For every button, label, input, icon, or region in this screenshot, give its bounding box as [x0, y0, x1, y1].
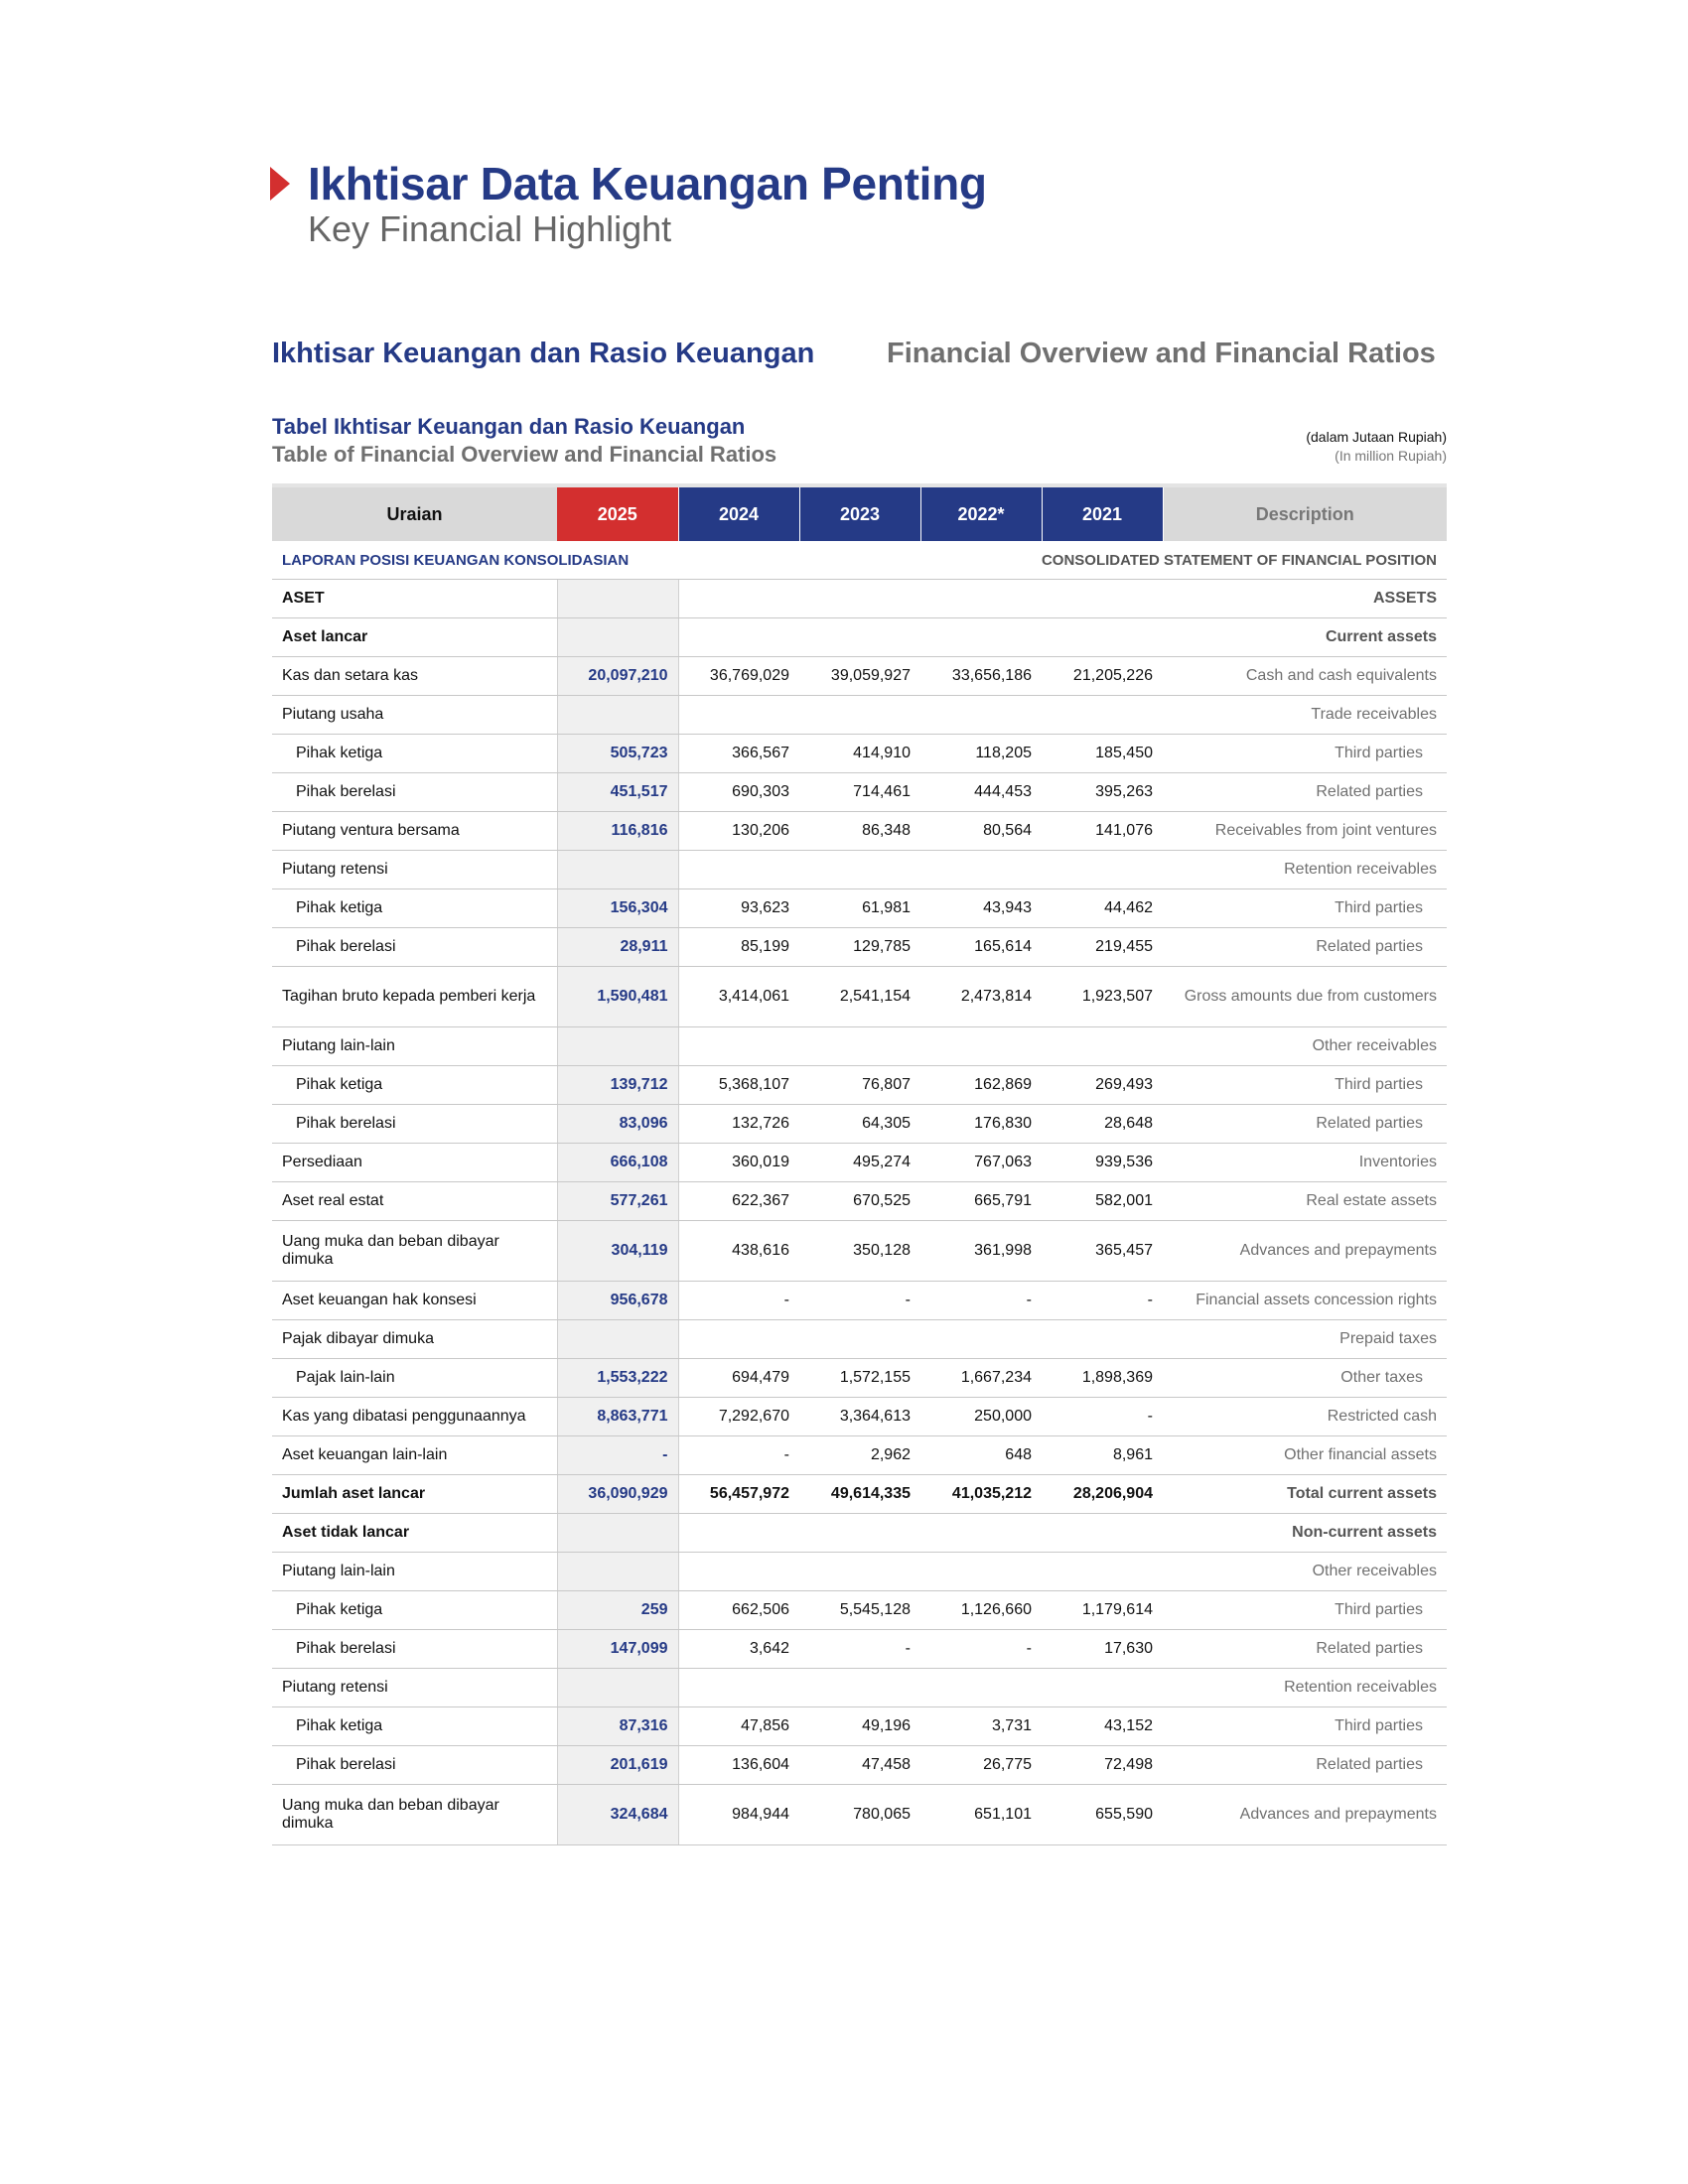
value-2022: -	[920, 1630, 1042, 1669]
value-2024: 47,856	[678, 1707, 799, 1746]
value-2025: 956,678	[557, 1282, 678, 1320]
value-2025	[557, 580, 678, 618]
value-2022: 162,869	[920, 1066, 1042, 1105]
table-row	[272, 1553, 1447, 1591]
value-2021: 219,455	[1042, 928, 1163, 967]
value-2025: 577,261	[557, 1182, 678, 1221]
value-2021: -	[1042, 1282, 1163, 1320]
value-2023: 670,525	[799, 1182, 920, 1221]
column-header-2024: 2024	[678, 485, 799, 541]
row-label-id: Pihak ketiga	[272, 889, 557, 928]
table-row	[272, 1707, 1447, 1746]
value-2021: 1,179,614	[1042, 1591, 1163, 1630]
value-2021: 1,923,507	[1042, 967, 1163, 1027]
row-label-id: Pihak ketiga	[272, 1591, 557, 1630]
value-2025: 304,119	[557, 1221, 678, 1282]
value-2023: 3,364,613	[799, 1398, 920, 1436]
value-2021: 28,648	[1042, 1105, 1163, 1144]
table-row	[272, 967, 1447, 1027]
table-row	[272, 1630, 1447, 1669]
row-label-id: Pihak berelasi	[272, 928, 557, 967]
value-2021: 44,462	[1042, 889, 1163, 928]
value-2024: 622,367	[678, 1182, 799, 1221]
value-2024: 5,368,107	[678, 1066, 799, 1105]
value-2023: -	[799, 1282, 920, 1320]
value-2025	[557, 696, 678, 735]
empty-values	[678, 1669, 1163, 1707]
column-header-description: Description	[1163, 485, 1447, 541]
row-label-en: Inventories	[1163, 1144, 1447, 1182]
value-2021: 395,263	[1042, 773, 1163, 812]
row-label-id: Tagihan bruto kepada pemberi kerja	[272, 967, 557, 1027]
table-row	[272, 1282, 1447, 1320]
value-2025	[557, 1514, 678, 1553]
table-row	[272, 1027, 1447, 1066]
value-2021: -	[1042, 1398, 1163, 1436]
value-2025: 147,099	[557, 1630, 678, 1669]
financial-table	[272, 483, 1447, 1845]
value-2023: 2,962	[799, 1436, 920, 1475]
value-2025	[557, 1553, 678, 1591]
value-2022: 43,943	[920, 889, 1042, 928]
row-label-en: Total current assets	[1163, 1475, 1447, 1514]
empty-values	[678, 1027, 1163, 1066]
row-label-en: Related parties	[1163, 928, 1447, 967]
row-label-id: Pajak lain-lain	[272, 1359, 557, 1398]
row-label-en: Advances and prepayments	[1163, 1785, 1447, 1845]
section-row	[272, 541, 1447, 580]
value-2024: 3,414,061	[678, 967, 799, 1027]
value-2024: 85,199	[678, 928, 799, 967]
value-2023: 64,305	[799, 1105, 920, 1144]
value-2023: 2,541,154	[799, 967, 920, 1027]
table-title-en: Table of Financial Overview and Financial Ratios	[272, 442, 777, 467]
table-row	[272, 1359, 1447, 1398]
row-label-id: Aset keuangan hak konsesi	[272, 1282, 557, 1320]
row-label-en: Receivables from joint ventures	[1163, 812, 1447, 851]
value-2022: 80,564	[920, 812, 1042, 851]
value-2025: 116,816	[557, 812, 678, 851]
value-2022: 665,791	[920, 1182, 1042, 1221]
value-2022: 651,101	[920, 1785, 1042, 1845]
empty-values	[678, 696, 1163, 735]
value-2021: 43,152	[1042, 1707, 1163, 1746]
value-2023: 5,545,128	[799, 1591, 920, 1630]
row-label-en: Third parties	[1163, 889, 1447, 928]
value-2025: 451,517	[557, 773, 678, 812]
row-label-en: Financial assets concession rights	[1163, 1282, 1447, 1320]
column-header-2021: 2021	[1042, 485, 1163, 541]
value-2025	[557, 618, 678, 657]
table-row	[272, 735, 1447, 773]
value-2022: 1,667,234	[920, 1359, 1042, 1398]
column-header-2022: 2022*	[920, 485, 1042, 541]
value-2024: 7,292,670	[678, 1398, 799, 1436]
value-2025: 259	[557, 1591, 678, 1630]
row-label-en: Retention receivables	[1163, 851, 1447, 889]
page-title: Ikhtisar Data Keuangan Penting	[308, 158, 987, 209]
row-label-en: Trade receivables	[1163, 696, 1447, 735]
value-2022: 1,126,660	[920, 1591, 1042, 1630]
value-2025	[557, 1027, 678, 1066]
table-row	[272, 696, 1447, 735]
row-label-id: Piutang retensi	[272, 851, 557, 889]
value-2025: 1,590,481	[557, 967, 678, 1027]
row-label-id: Jumlah aset lancar	[272, 1475, 557, 1514]
row-label-id: Kas yang dibatasi penggunaannya	[272, 1398, 557, 1436]
row-label-en: Gross amounts due from customers	[1163, 967, 1447, 1027]
row-label-en: Third parties	[1163, 1066, 1447, 1105]
value-2025: 8,863,771	[557, 1398, 678, 1436]
value-2023: 1,572,155	[799, 1359, 920, 1398]
row-label-id: Pihak berelasi	[272, 1105, 557, 1144]
value-2025: 324,684	[557, 1785, 678, 1845]
row-label-en: Other taxes	[1163, 1359, 1447, 1398]
row-label-en: Related parties	[1163, 1746, 1447, 1785]
column-header-uraian: Uraian	[272, 485, 557, 541]
value-2024: 132,726	[678, 1105, 799, 1144]
value-2021: 72,498	[1042, 1746, 1163, 1785]
table-row	[272, 657, 1447, 696]
row-label-en: Related parties	[1163, 1105, 1447, 1144]
value-2023: 47,458	[799, 1746, 920, 1785]
row-label-id: Pihak ketiga	[272, 1066, 557, 1105]
value-2023: 76,807	[799, 1066, 920, 1105]
row-label-id: Kas dan setara kas	[272, 657, 557, 696]
value-2021: 1,898,369	[1042, 1359, 1163, 1398]
value-2022: 444,453	[920, 773, 1042, 812]
value-2023: 49,196	[799, 1707, 920, 1746]
row-label-id: Pihak berelasi	[272, 1746, 557, 1785]
table-row	[272, 773, 1447, 812]
value-2022: 118,205	[920, 735, 1042, 773]
empty-values	[678, 618, 1163, 657]
value-2025	[557, 851, 678, 889]
value-2021: 655,590	[1042, 1785, 1163, 1845]
table-row	[272, 1514, 1447, 1553]
empty-values	[678, 1514, 1163, 1553]
table-row	[272, 1144, 1447, 1182]
value-2024: 36,769,029	[678, 657, 799, 696]
value-2025: 505,723	[557, 735, 678, 773]
value-2021: 141,076	[1042, 812, 1163, 851]
row-label-en: Third parties	[1163, 1707, 1447, 1746]
row-label-id: Pihak ketiga	[272, 1707, 557, 1746]
table-row	[272, 1320, 1447, 1359]
section-label-id: LAPORAN POSISI KEUANGAN KONSOLIDASIAN	[272, 541, 799, 580]
empty-values	[678, 580, 1163, 618]
table-row	[272, 1785, 1447, 1845]
empty-values	[678, 851, 1163, 889]
table-row	[272, 1182, 1447, 1221]
unit-note-id: (dalam Jutaan Rupiah)	[1306, 429, 1447, 445]
row-label-en: Other receivables	[1163, 1027, 1447, 1066]
table-row	[272, 1398, 1447, 1436]
value-2024: 366,567	[678, 735, 799, 773]
row-label-en: Related parties	[1163, 773, 1447, 812]
row-label-en: Restricted cash	[1163, 1398, 1447, 1436]
value-2022: 767,063	[920, 1144, 1042, 1182]
row-label-id: Pihak berelasi	[272, 1630, 557, 1669]
value-2025: 20,097,210	[557, 657, 678, 696]
row-label-en: Third parties	[1163, 1591, 1447, 1630]
value-2025: 87,316	[557, 1707, 678, 1746]
row-label-id: Aset keuangan lain-lain	[272, 1436, 557, 1475]
value-2025	[557, 1320, 678, 1359]
value-2022: 361,998	[920, 1221, 1042, 1282]
value-2025: 28,911	[557, 928, 678, 967]
row-label-id: ASET	[272, 580, 557, 618]
value-2023: 86,348	[799, 812, 920, 851]
row-label-en: Prepaid taxes	[1163, 1320, 1447, 1359]
value-2024: 3,642	[678, 1630, 799, 1669]
value-2025: 1,553,222	[557, 1359, 678, 1398]
value-2024: -	[678, 1282, 799, 1320]
value-2021: 28,206,904	[1042, 1475, 1163, 1514]
value-2022: 176,830	[920, 1105, 1042, 1144]
value-2023: 414,910	[799, 735, 920, 773]
unit-note-en: (In million Rupiah)	[1335, 448, 1447, 464]
value-2022: 33,656,186	[920, 657, 1042, 696]
value-2023: -	[799, 1630, 920, 1669]
table-row	[272, 618, 1447, 657]
value-2022: 250,000	[920, 1398, 1042, 1436]
value-2024: 694,479	[678, 1359, 799, 1398]
row-label-id: Piutang lain-lain	[272, 1027, 557, 1066]
row-label-en: Advances and prepayments	[1163, 1221, 1447, 1282]
table-row	[272, 1105, 1447, 1144]
row-label-en: Third parties	[1163, 735, 1447, 773]
value-2021: 365,457	[1042, 1221, 1163, 1282]
value-2023: 49,614,335	[799, 1475, 920, 1514]
section-title-id: Ikhtisar Keuangan dan Rasio Keuangan	[272, 338, 815, 369]
value-2022: 3,731	[920, 1707, 1042, 1746]
value-2021: 17,630	[1042, 1630, 1163, 1669]
value-2022: 165,614	[920, 928, 1042, 967]
table-row	[272, 928, 1447, 967]
table-row	[272, 1475, 1447, 1514]
value-2024: 984,944	[678, 1785, 799, 1845]
value-2022: 2,473,814	[920, 967, 1042, 1027]
value-2025: 666,108	[557, 1144, 678, 1182]
row-label-en: Cash and cash equivalents	[1163, 657, 1447, 696]
value-2025	[557, 1669, 678, 1707]
row-label-id: Pihak ketiga	[272, 735, 557, 773]
row-label-id: Pihak berelasi	[272, 773, 557, 812]
value-2022: -	[920, 1282, 1042, 1320]
value-2025: 201,619	[557, 1746, 678, 1785]
value-2025: 156,304	[557, 889, 678, 928]
table-row	[272, 1436, 1447, 1475]
value-2021: 939,536	[1042, 1144, 1163, 1182]
table-row	[272, 1221, 1447, 1282]
value-2021: 21,205,226	[1042, 657, 1163, 696]
table-row	[272, 851, 1447, 889]
row-label-id: Pajak dibayar dimuka	[272, 1320, 557, 1359]
section-label-en: CONSOLIDATED STATEMENT OF FINANCIAL POSITION	[799, 541, 1447, 580]
value-2023: 350,128	[799, 1221, 920, 1282]
row-label-en: Retention receivables	[1163, 1669, 1447, 1707]
row-label-en: Non-current assets	[1163, 1514, 1447, 1553]
row-label-id: Uang muka dan beban dibayar dimuka	[272, 1221, 557, 1282]
row-label-en: Other financial assets	[1163, 1436, 1447, 1475]
value-2024: 360,019	[678, 1144, 799, 1182]
value-2022: 648	[920, 1436, 1042, 1475]
value-2023: 129,785	[799, 928, 920, 967]
table-row	[272, 1669, 1447, 1707]
value-2021: 185,450	[1042, 735, 1163, 773]
value-2023: 495,274	[799, 1144, 920, 1182]
page-subtitle: Key Financial Highlight	[308, 208, 672, 249]
value-2023: 780,065	[799, 1785, 920, 1845]
section-title-en: Financial Overview and Financial Ratios	[887, 338, 1436, 369]
table-row	[272, 889, 1447, 928]
row-label-id: Persediaan	[272, 1144, 557, 1182]
row-label-en: Real estate assets	[1163, 1182, 1447, 1221]
table-title-id: Tabel Ikhtisar Keuangan dan Rasio Keuangan	[272, 414, 746, 439]
value-2022: 41,035,212	[920, 1475, 1042, 1514]
table-body	[272, 541, 1447, 1845]
row-label-en: Other receivables	[1163, 1553, 1447, 1591]
value-2024: -	[678, 1436, 799, 1475]
table-row	[272, 580, 1447, 618]
value-2024: 662,506	[678, 1591, 799, 1630]
value-2024: 438,616	[678, 1221, 799, 1282]
table-row	[272, 1746, 1447, 1785]
value-2023: 61,981	[799, 889, 920, 928]
value-2025: 139,712	[557, 1066, 678, 1105]
red-arrow-icon	[270, 167, 290, 201]
value-2023: 714,461	[799, 773, 920, 812]
row-label-en: Current assets	[1163, 618, 1447, 657]
value-2024: 136,604	[678, 1746, 799, 1785]
row-label-id: Piutang ventura bersama	[272, 812, 557, 851]
table-row	[272, 1591, 1447, 1630]
empty-values	[678, 1553, 1163, 1591]
row-label-id: Aset tidak lancar	[272, 1514, 557, 1553]
row-label-en: ASSETS	[1163, 580, 1447, 618]
value-2025: -	[557, 1436, 678, 1475]
row-label-id: Uang muka dan beban dibayar dimuka	[272, 1785, 557, 1845]
row-label-id: Piutang lain-lain	[272, 1553, 557, 1591]
value-2024: 93,623	[678, 889, 799, 928]
value-2025: 83,096	[557, 1105, 678, 1144]
table-row	[272, 812, 1447, 851]
value-2025: 36,090,929	[557, 1475, 678, 1514]
value-2024: 56,457,972	[678, 1475, 799, 1514]
empty-values	[678, 1320, 1163, 1359]
table-header-row	[272, 485, 1447, 541]
column-header-2023: 2023	[799, 485, 920, 541]
value-2024: 690,303	[678, 773, 799, 812]
value-2022: 26,775	[920, 1746, 1042, 1785]
row-label-id: Piutang retensi	[272, 1669, 557, 1707]
value-2023: 39,059,927	[799, 657, 920, 696]
table-row	[272, 1066, 1447, 1105]
row-label-id: Piutang usaha	[272, 696, 557, 735]
row-label-en: Related parties	[1163, 1630, 1447, 1669]
row-label-id: Aset real estat	[272, 1182, 557, 1221]
row-label-id: Aset lancar	[272, 618, 557, 657]
value-2021: 582,001	[1042, 1182, 1163, 1221]
value-2021: 269,493	[1042, 1066, 1163, 1105]
value-2024: 130,206	[678, 812, 799, 851]
value-2021: 8,961	[1042, 1436, 1163, 1475]
column-header-2025: 2025	[557, 485, 678, 541]
